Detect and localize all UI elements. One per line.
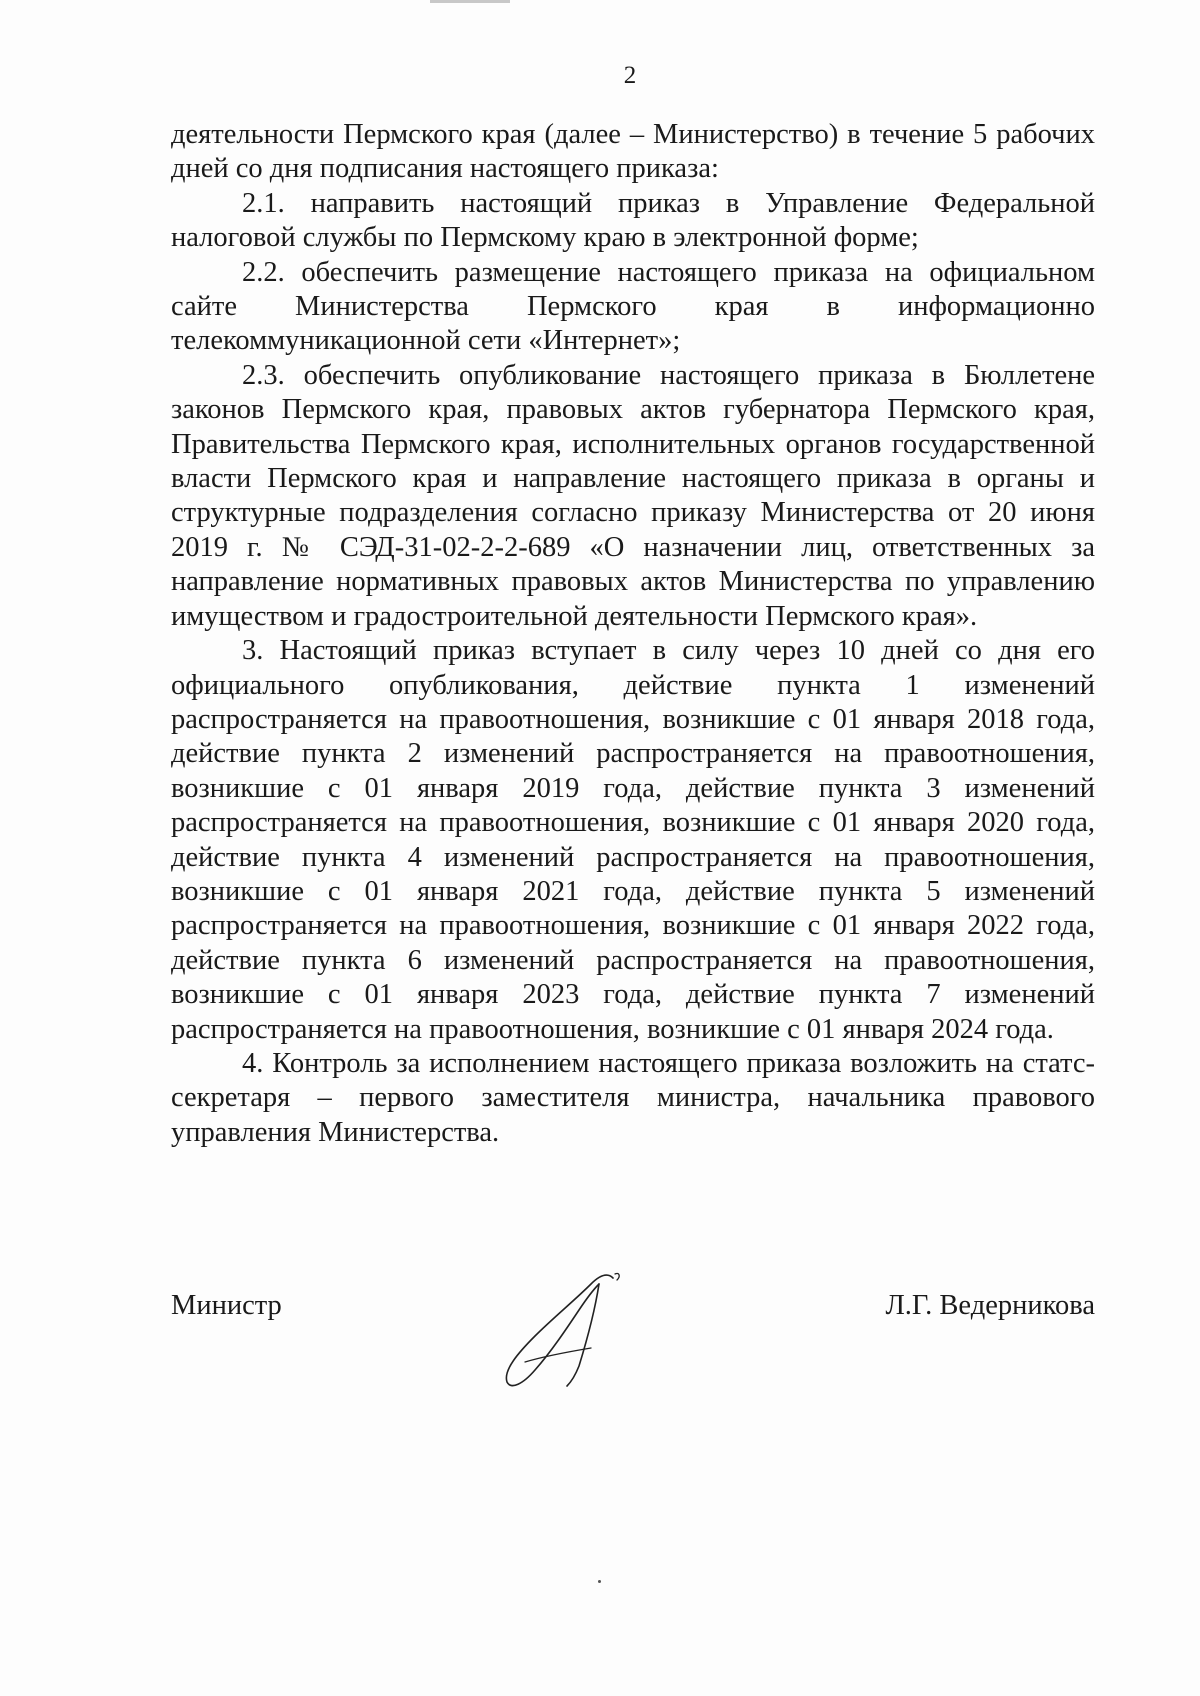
signature-block: [171, 1290, 1095, 1330]
paragraph-4: 4. Контроль за исполнением настоящего приказа возложить на статс-секретаря – первого заместителя министра, начальника правового управления Министерства.: [171, 1047, 1095, 1148]
scan-artifact: [430, 0, 510, 3]
page-number: 2: [623, 62, 637, 89]
signatory-name: Л.Г. Ведерникова: [885, 1290, 1095, 1321]
signatory-title: Министр: [171, 1290, 282, 1321]
paragraph-2-2: 2.2. обеспечить размещение настоящего приказа на официальном сайте Министерства Пермского края в информационно телекоммуникационной сети «Интернет»;: [171, 256, 1095, 357]
paragraph-2-1: 2.1. направить настоящий приказ в Управление Федеральной налоговой службы по Пермскому краю в электронной форме;: [171, 187, 1095, 254]
paragraph-intro: деятельности Пермского края (далее – Министерство) в течение 5 рабочих дней со дня подписания настоящего приказа:: [171, 119, 1095, 185]
paragraph-3: 3. Настоящий приказ вступает в силу через 10 дней со дня его официального опубликования, действие пункта 1 изменений распространяется на правоотношения, возникшие с 01 января 2018 года, действие пункта 2 изменений распространяется на правоотношения, возникшие с 01 января 2019 года, действие пункта 3 изменений распространяется на правоотношения, возникшие с 01 января 2020 года, действие пункта 4 изменений распространяется на правоотношения, возникшие с 01 января 2021 года, действие пункта 5 изменений распространяется на правоотношения, возникшие с 01 января 2022 года, действие пункта 6 изменений распространяется на правоотношения, возникшие с 01 января 2023 года, действие пункта 7 изменений распространяется на правоотношения, возникшие с 01 января 2024 года.: [171, 635, 1095, 1045]
paragraph-2-3: 2.3. обеспечить опубликование настоящего приказа в Бюллетене законов Пермского края, правовых актов губернатора Пермского края, Правительства Пермского края, исполнительных органов государственной власти Пермского края и направление настоящего приказа в органы и структурные подразделения согласно приказу Министерства от 20 июня 2019 г. № СЭД-31-02-2-2-689 «О назначении лиц, ответственных за направление нормативных правовых актов Министерства по управлению имуществом и градостроительной деятельности Пермского края».: [171, 359, 1095, 632]
document-body: [171, 118, 1095, 1150]
scan-speck: [598, 1580, 601, 1583]
handwritten-signature: [495, 1270, 625, 1390]
